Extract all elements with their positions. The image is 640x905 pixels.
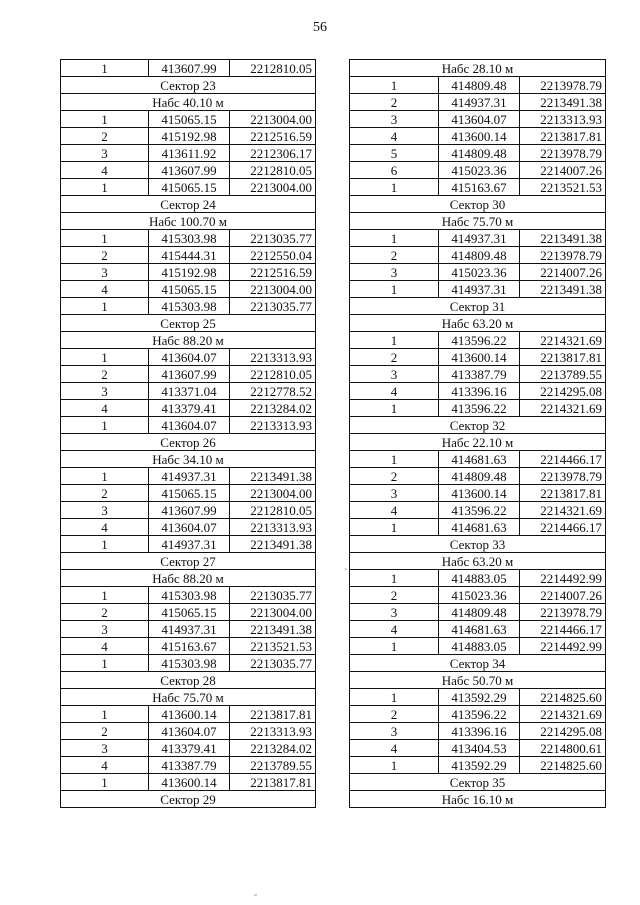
x-coordinate: 413604.07 (439, 111, 520, 128)
point-number: 1 (350, 689, 439, 706)
x-coordinate: 414937.31 (149, 621, 230, 638)
x-coordinate: 413604.07 (149, 349, 230, 366)
point-number: 1 (350, 757, 439, 774)
coordinate-row (61, 145, 316, 162)
y-coordinate: 2213817.81 (230, 774, 316, 791)
y-coordinate: 2213491.38 (230, 468, 316, 485)
coordinate-row (350, 587, 606, 604)
point-number: 3 (61, 621, 149, 638)
x-coordinate: 414681.63 (439, 621, 520, 638)
point-number: 2 (350, 468, 439, 485)
coordinate-row (61, 400, 316, 417)
point-number: 1 (61, 298, 149, 315)
point-number: 1 (350, 77, 439, 94)
coordinate-row (61, 723, 316, 740)
y-coordinate: 2214800.61 (520, 740, 606, 757)
x-coordinate: 415303.98 (149, 230, 230, 247)
nabs-height: Набс 88.20 м (61, 570, 316, 587)
point-number: 3 (61, 264, 149, 281)
coordinate-row (61, 757, 316, 774)
x-coordinate: 415192.98 (149, 128, 230, 145)
nabs-height: Набс 75.70 м (350, 213, 606, 230)
coordinate-row (61, 740, 316, 757)
coordinate-row (350, 621, 606, 638)
x-coordinate: 415023.36 (439, 264, 520, 281)
x-coordinate: 413607.99 (149, 502, 230, 519)
coordinate-row (350, 723, 606, 740)
y-coordinate: 2213491.38 (230, 536, 316, 553)
y-coordinate: 2214321.69 (520, 502, 606, 519)
y-coordinate: 2214295.08 (520, 383, 606, 400)
x-coordinate: 415192.98 (149, 264, 230, 281)
coordinate-row (350, 757, 606, 774)
point-number: 6 (350, 162, 439, 179)
x-coordinate: 415023.36 (439, 587, 520, 604)
sector-heading: Сектор 31 (350, 298, 606, 315)
y-coordinate: 2213491.38 (520, 94, 606, 111)
coordinate-row (61, 162, 316, 179)
x-coordinate: 415065.15 (149, 485, 230, 502)
point-number: 2 (61, 723, 149, 740)
x-coordinate: 415065.15 (149, 179, 230, 196)
coordinate-row (61, 485, 316, 502)
y-coordinate: 2213004.00 (230, 485, 316, 502)
y-coordinate: 2213313.93 (230, 723, 316, 740)
y-coordinate: 2214321.69 (520, 332, 606, 349)
point-number: 4 (61, 281, 149, 298)
table-heading: Сектор 29 (61, 791, 316, 808)
sector-heading: Сектор 35 (350, 774, 606, 791)
x-coordinate: 414809.48 (439, 77, 520, 94)
x-coordinate: 413379.41 (149, 740, 230, 757)
point-number: 3 (350, 264, 439, 281)
point-number: 3 (350, 723, 439, 740)
x-coordinate: 413604.07 (149, 723, 230, 740)
coordinate-row (350, 332, 606, 349)
point-number: 1 (61, 179, 149, 196)
point-number: 4 (61, 162, 149, 179)
x-coordinate: 413596.22 (439, 706, 520, 723)
x-coordinate: 414937.31 (439, 281, 520, 298)
x-coordinate: 414937.31 (439, 94, 520, 111)
x-coordinate: 413607.99 (149, 366, 230, 383)
coordinate-row (61, 281, 316, 298)
table-heading: Набс 28.10 м (350, 60, 606, 77)
sector-heading: Сектор 26 (61, 434, 316, 451)
coordinate-row (350, 451, 606, 468)
point-number: 1 (350, 230, 439, 247)
coordinate-row (61, 587, 316, 604)
point-number: 2 (61, 247, 149, 264)
scan-speck (345, 568, 347, 570)
nabs-height: Набс 63.20 м (350, 315, 606, 332)
point-number: 1 (61, 417, 149, 434)
y-coordinate: 2213313.93 (230, 349, 316, 366)
coordinates-table-right (349, 59, 606, 808)
x-coordinate: 415163.67 (149, 638, 230, 655)
y-coordinate: 2213978.79 (520, 468, 606, 485)
coordinate-row (350, 145, 606, 162)
x-coordinate: 413611.92 (149, 145, 230, 162)
x-coordinate: 415444.31 (149, 247, 230, 264)
y-coordinate: 2213789.55 (230, 757, 316, 774)
coordinate-row (61, 247, 316, 264)
x-coordinate: 413387.79 (149, 757, 230, 774)
y-coordinate: 2213313.93 (230, 417, 316, 434)
y-coordinate: 2213313.93 (520, 111, 606, 128)
x-coordinate: 414681.63 (439, 451, 520, 468)
point-number: 1 (350, 281, 439, 298)
coordinate-row (350, 349, 606, 366)
y-coordinate: 2212810.05 (230, 366, 316, 383)
x-coordinate: 413600.14 (439, 128, 520, 145)
y-coordinate: 2213313.93 (230, 519, 316, 536)
x-coordinate: 414809.48 (439, 247, 520, 264)
coordinate-row (61, 366, 316, 383)
x-coordinate: 413604.07 (149, 519, 230, 536)
coordinate-row (61, 230, 316, 247)
nabs-height: Набс 16.10 м (350, 791, 606, 808)
y-coordinate: 2212778.52 (230, 383, 316, 400)
point-number: 4 (350, 383, 439, 400)
coordinates-table-left (60, 59, 316, 808)
point-number: 2 (350, 247, 439, 264)
y-coordinate: 2213817.81 (520, 349, 606, 366)
point-number: 3 (61, 145, 149, 162)
point-number: 2 (61, 485, 149, 502)
coordinate-row (350, 383, 606, 400)
y-coordinate: 2213491.38 (520, 281, 606, 298)
point-number: 1 (350, 451, 439, 468)
x-coordinate: 415065.15 (149, 111, 230, 128)
coordinate-row (61, 383, 316, 400)
nabs-height: Набс 63.20 м (350, 553, 606, 570)
x-coordinate: 413396.16 (439, 723, 520, 740)
y-coordinate: 2213521.53 (520, 179, 606, 196)
y-coordinate: 2213978.79 (520, 247, 606, 264)
coordinate-row (61, 519, 316, 536)
coordinate-row (350, 247, 606, 264)
x-coordinate: 415163.67 (439, 179, 520, 196)
point-number: 1 (61, 468, 149, 485)
point-number: 4 (61, 519, 149, 536)
coordinate-row (350, 689, 606, 706)
point-number: 3 (350, 604, 439, 621)
x-coordinate: 413600.14 (439, 349, 520, 366)
coordinate-row (61, 468, 316, 485)
point-number: 1 (61, 349, 149, 366)
sector-heading: Сектор 25 (61, 315, 316, 332)
nabs-height: Набс 100.70 м (61, 213, 316, 230)
point-number: 3 (350, 111, 439, 128)
x-coordinate: 413396.16 (439, 383, 520, 400)
y-coordinate: 2214007.26 (520, 162, 606, 179)
y-coordinate: 2214492.99 (520, 638, 606, 655)
x-coordinate: 415065.15 (149, 281, 230, 298)
x-coordinate: 414937.31 (149, 536, 230, 553)
point-number: 4 (350, 621, 439, 638)
y-coordinate: 2213004.00 (230, 604, 316, 621)
x-coordinate: 413607.99 (149, 162, 230, 179)
coordinate-row (350, 604, 606, 621)
x-coordinate: 413607.99 (149, 60, 230, 77)
coordinate-row (61, 111, 316, 128)
coordinate-row (61, 604, 316, 621)
coordinate-row (350, 485, 606, 502)
point-number: 2 (350, 706, 439, 723)
y-coordinate: 2214466.17 (520, 621, 606, 638)
y-coordinate: 2213035.77 (230, 587, 316, 604)
coordinate-row (350, 366, 606, 383)
coordinate-row (350, 179, 606, 196)
coordinate-row (61, 706, 316, 723)
y-coordinate: 2214825.60 (520, 689, 606, 706)
x-coordinate: 413387.79 (439, 366, 520, 383)
y-coordinate: 2212550.04 (230, 247, 316, 264)
y-coordinate: 2213284.02 (230, 740, 316, 757)
coordinate-row (61, 298, 316, 315)
sector-heading: Сектор 32 (350, 417, 606, 434)
x-coordinate: 413379.41 (149, 400, 230, 417)
nabs-height: Набс 22.10 м (350, 434, 606, 451)
coordinate-row (350, 740, 606, 757)
y-coordinate: 2212810.05 (230, 502, 316, 519)
y-coordinate: 2214466.17 (520, 451, 606, 468)
coordinate-row (350, 570, 606, 587)
coordinate-row (350, 128, 606, 145)
point-number: 1 (61, 655, 149, 672)
point-number: 2 (61, 604, 149, 621)
y-coordinate: 2213491.38 (230, 621, 316, 638)
coordinate-row (350, 519, 606, 536)
y-coordinate: 2213817.81 (230, 706, 316, 723)
point-number: 1 (350, 332, 439, 349)
y-coordinate: 2214825.60 (520, 757, 606, 774)
y-coordinate: 2214321.69 (520, 400, 606, 417)
sector-heading: Сектор 23 (61, 77, 316, 94)
point-number: 1 (350, 519, 439, 536)
point-number: 1 (61, 230, 149, 247)
point-number: 1 (61, 60, 149, 77)
x-coordinate: 414883.05 (439, 638, 520, 655)
x-coordinate: 414809.48 (439, 145, 520, 162)
nabs-height: Набс 40.10 м (61, 94, 316, 111)
y-coordinate: 2212810.05 (230, 60, 316, 77)
scan-speck (254, 894, 257, 896)
coordinate-row (61, 264, 316, 281)
coordinate-row (61, 774, 316, 791)
y-coordinate: 2213035.77 (230, 655, 316, 672)
sector-heading: Сектор 30 (350, 196, 606, 213)
y-coordinate: 2213004.00 (230, 179, 316, 196)
nabs-height: Набс 88.20 м (61, 332, 316, 349)
x-coordinate: 415303.98 (149, 655, 230, 672)
point-number: 1 (61, 536, 149, 553)
point-number: 2 (61, 128, 149, 145)
x-coordinate: 415303.98 (149, 298, 230, 315)
sector-heading: Сектор 24 (61, 196, 316, 213)
y-coordinate: 2214492.99 (520, 570, 606, 587)
coordinate-row (350, 162, 606, 179)
point-number: 1 (350, 638, 439, 655)
coordinate-row (350, 230, 606, 247)
y-coordinate: 2213004.00 (230, 111, 316, 128)
x-coordinate: 413604.07 (149, 417, 230, 434)
y-coordinate: 2213789.55 (520, 366, 606, 383)
point-number: 4 (61, 400, 149, 417)
y-coordinate: 2213284.02 (230, 400, 316, 417)
y-coordinate: 2213491.38 (520, 230, 606, 247)
coordinate-row (61, 536, 316, 553)
point-number: 3 (350, 366, 439, 383)
y-coordinate: 2213978.79 (520, 145, 606, 162)
coordinate-row (61, 128, 316, 145)
sector-heading: Сектор 34 (350, 655, 606, 672)
y-coordinate: 2214321.69 (520, 706, 606, 723)
x-coordinate: 415303.98 (149, 587, 230, 604)
point-number: 3 (61, 502, 149, 519)
coordinate-row (61, 502, 316, 519)
point-number: 4 (61, 638, 149, 655)
coordinate-row (61, 417, 316, 434)
coordinate-row (350, 281, 606, 298)
y-coordinate: 2212516.59 (230, 264, 316, 281)
y-coordinate: 2213035.77 (230, 298, 316, 315)
x-coordinate: 414937.31 (149, 468, 230, 485)
x-coordinate: 415023.36 (439, 162, 520, 179)
point-number: 1 (350, 400, 439, 417)
coordinate-row (350, 94, 606, 111)
y-coordinate: 2213978.79 (520, 77, 606, 94)
point-number: 4 (61, 757, 149, 774)
point-number: 1 (61, 706, 149, 723)
y-coordinate: 2214007.26 (520, 587, 606, 604)
x-coordinate: 413600.14 (439, 485, 520, 502)
coordinate-row (350, 264, 606, 281)
x-coordinate: 414937.31 (439, 230, 520, 247)
point-number: 2 (350, 349, 439, 366)
nabs-height: Набс 50.70 м (350, 672, 606, 689)
y-coordinate: 2213004.00 (230, 281, 316, 298)
coordinate-row (61, 179, 316, 196)
x-coordinate: 413596.22 (439, 400, 520, 417)
point-number: 4 (350, 502, 439, 519)
x-coordinate: 414883.05 (439, 570, 520, 587)
nabs-height: Набс 34.10 м (61, 451, 316, 468)
point-number: 1 (61, 111, 149, 128)
y-coordinate: 2213817.81 (520, 485, 606, 502)
x-coordinate: 414809.48 (439, 604, 520, 621)
sector-heading: Сектор 27 (61, 553, 316, 570)
point-number: 1 (350, 570, 439, 587)
x-coordinate: 414681.63 (439, 519, 520, 536)
y-coordinate: 2214295.08 (520, 723, 606, 740)
x-coordinate: 413596.22 (439, 332, 520, 349)
point-number: 4 (350, 740, 439, 757)
x-coordinate: 413592.29 (439, 689, 520, 706)
point-number: 3 (350, 485, 439, 502)
point-number: 1 (61, 774, 149, 791)
x-coordinate: 413600.14 (149, 774, 230, 791)
y-coordinate: 2212810.05 (230, 162, 316, 179)
point-number: 4 (350, 128, 439, 145)
x-coordinate: 414809.48 (439, 468, 520, 485)
point-number: 2 (350, 94, 439, 111)
y-coordinate: 2212516.59 (230, 128, 316, 145)
point-number: 2 (350, 587, 439, 604)
y-coordinate: 2212306.17 (230, 145, 316, 162)
x-coordinate: 413596.22 (439, 502, 520, 519)
nabs-height: Набс 75.70 м (61, 689, 316, 706)
coordinate-row (350, 111, 606, 128)
point-number: 2 (61, 366, 149, 383)
x-coordinate: 413371.04 (149, 383, 230, 400)
y-coordinate: 2214466.17 (520, 519, 606, 536)
coordinate-row (61, 60, 316, 77)
point-number: 5 (350, 145, 439, 162)
point-number: 3 (61, 383, 149, 400)
y-coordinate: 2213521.53 (230, 638, 316, 655)
y-coordinate: 2213035.77 (230, 230, 316, 247)
coordinate-row (350, 706, 606, 723)
x-coordinate: 413592.29 (439, 757, 520, 774)
coordinate-row (61, 655, 316, 672)
x-coordinate: 413404.53 (439, 740, 520, 757)
sector-heading: Сектор 28 (61, 672, 316, 689)
coordinate-row (350, 502, 606, 519)
point-number: 1 (350, 179, 439, 196)
coordinate-row (350, 77, 606, 94)
point-number: 3 (61, 740, 149, 757)
sector-heading: Сектор 33 (350, 536, 606, 553)
x-coordinate: 415065.15 (149, 604, 230, 621)
coordinate-row (61, 621, 316, 638)
point-number: 1 (61, 587, 149, 604)
y-coordinate: 2213817.81 (520, 128, 606, 145)
coordinate-row (350, 638, 606, 655)
y-coordinate: 2213978.79 (520, 604, 606, 621)
coordinate-row (350, 400, 606, 417)
page-number: 56 (313, 20, 327, 35)
coordinate-row (61, 638, 316, 655)
coordinate-row (350, 468, 606, 485)
x-coordinate: 413600.14 (149, 706, 230, 723)
y-coordinate: 2214007.26 (520, 264, 606, 281)
coordinate-row (61, 349, 316, 366)
